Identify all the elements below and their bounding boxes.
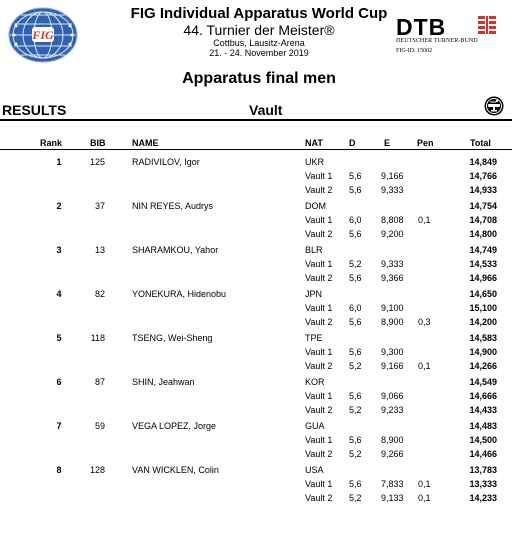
vault-d-score: 5,6 bbox=[349, 435, 362, 445]
athlete-bib: 82 bbox=[94, 289, 105, 299]
vault-d-score: 5,2 bbox=[349, 259, 362, 269]
athlete-total: 14,483 bbox=[469, 421, 497, 431]
vault-d-score: 5,6 bbox=[349, 185, 362, 195]
vault-d-score: 5,2 bbox=[349, 405, 362, 415]
results-label: RESULTS bbox=[2, 102, 67, 118]
vault-label: Vault 2 bbox=[305, 273, 333, 283]
vault-total: 14,200 bbox=[469, 317, 497, 327]
vault-total: 14,800 bbox=[469, 229, 497, 239]
vault-label: Vault 1 bbox=[305, 435, 333, 445]
athlete-bib: 13 bbox=[94, 245, 105, 255]
col-e: E bbox=[384, 138, 391, 148]
vault-total: 14,666 bbox=[469, 391, 497, 401]
competition-subtitle: 44. Turnier der Meister® bbox=[183, 22, 335, 38]
vault-e-score: 9,233 bbox=[381, 405, 404, 415]
vault-total: 14,433 bbox=[469, 405, 497, 415]
vault-d-score: 5,2 bbox=[349, 449, 362, 459]
athlete-nat: TPE bbox=[305, 333, 323, 343]
athlete-total: 14,849 bbox=[469, 157, 497, 167]
venue: Cottbus, Lausitz-Arena bbox=[213, 38, 305, 48]
athlete-rank: 2 bbox=[56, 201, 62, 211]
athlete-nat: GUA bbox=[305, 421, 325, 431]
vault-label: Vault 1 bbox=[305, 215, 333, 225]
dtb-subtitle: DEUTSCHER TURNER-BUND bbox=[396, 38, 478, 44]
vault-total: 15,100 bbox=[469, 303, 497, 313]
vault-e-score: 9,333 bbox=[381, 259, 404, 269]
vault-penalty: 0,1 bbox=[418, 215, 431, 225]
vault-e-score: 9,166 bbox=[381, 171, 404, 181]
col-name: NAME bbox=[132, 138, 159, 148]
vault-e-score: 9,133 bbox=[381, 493, 404, 503]
athlete-total: 14,549 bbox=[469, 377, 497, 387]
results-divider bbox=[0, 119, 512, 121]
athlete-bib: 37 bbox=[94, 201, 105, 211]
vault-e-score: 9,366 bbox=[381, 273, 404, 283]
vault-penalty: 0,1 bbox=[418, 479, 431, 489]
vault-total: 14,500 bbox=[469, 435, 497, 445]
vault-e-score: 9,266 bbox=[381, 449, 404, 459]
athlete-rank: 8 bbox=[56, 465, 62, 475]
vault-d-score: 6,0 bbox=[349, 303, 362, 313]
athlete-rank: 6 bbox=[56, 377, 62, 387]
vault-label: Vault 1 bbox=[305, 347, 333, 357]
vault-e-score: 7,833 bbox=[381, 479, 404, 489]
svg-text:FIG: FIG bbox=[32, 28, 54, 42]
vault-penalty: 0,1 bbox=[418, 361, 431, 371]
athlete-name: SHIN, Jeahwan bbox=[132, 377, 195, 387]
athlete-rank: 3 bbox=[56, 245, 62, 255]
athlete-nat: DOM bbox=[305, 201, 326, 211]
vault-e-score: 8,900 bbox=[381, 317, 404, 327]
competition-title: FIG Individual Apparatus World Cup bbox=[130, 5, 388, 22]
vault-label: Vault 1 bbox=[305, 259, 333, 269]
vault-e-score: 9,200 bbox=[381, 229, 404, 239]
athlete-name: RADIVILOV, Igor bbox=[132, 157, 200, 167]
vault-e-score: 8,900 bbox=[381, 435, 404, 445]
header-divider bbox=[0, 149, 512, 150]
vault-total: 14,900 bbox=[469, 347, 497, 357]
dtb-logo-text: DTB bbox=[396, 14, 447, 40]
vault-icon bbox=[484, 96, 504, 116]
vault-label: Vault 2 bbox=[305, 405, 333, 415]
athlete-bib: 59 bbox=[94, 421, 105, 431]
athlete-rank: 7 bbox=[56, 421, 62, 431]
athlete-name: TSENG, Wei-Sheng bbox=[132, 333, 213, 343]
athlete-total: 14,650 bbox=[469, 289, 497, 299]
vault-label: Vault 2 bbox=[305, 229, 333, 239]
vault-e-score: 9,100 bbox=[381, 303, 404, 313]
athlete-name: VEGA LOPEZ, Jorge bbox=[132, 421, 217, 431]
vault-d-score: 5,6 bbox=[349, 273, 362, 283]
athlete-bib: 125 bbox=[89, 157, 105, 167]
vault-total: 14,466 bbox=[469, 449, 497, 459]
col-nat: NAT bbox=[305, 138, 323, 148]
athlete-name: NIN REYES, Audrys bbox=[132, 201, 214, 211]
athlete-name: SHARAMKOU, Yahor bbox=[132, 245, 219, 255]
vault-e-score: 9,166 bbox=[381, 361, 404, 371]
athlete-nat: JPN bbox=[305, 289, 323, 299]
vault-d-score: 6,0 bbox=[349, 215, 362, 225]
athlete-nat: UKR bbox=[305, 157, 325, 167]
vault-d-score: 5,6 bbox=[349, 171, 362, 181]
athlete-rank: 5 bbox=[56, 333, 62, 343]
vault-label: Vault 2 bbox=[305, 185, 333, 195]
vault-d-score: 5,6 bbox=[349, 317, 362, 327]
vault-penalty: 0,1 bbox=[418, 493, 431, 503]
vault-d-score: 5,2 bbox=[349, 361, 362, 371]
vault-label: Vault 2 bbox=[305, 317, 333, 327]
vault-label: Vault 1 bbox=[305, 391, 333, 401]
dates: 21. - 24. November 2019 bbox=[209, 48, 309, 58]
vault-total: 14,966 bbox=[469, 273, 497, 283]
vault-e-score: 8,808 bbox=[381, 215, 404, 225]
final-title: Apparatus final men bbox=[182, 70, 336, 87]
athlete-nat: USA bbox=[305, 465, 324, 475]
athlete-name: YONEKURA, Hidenobu bbox=[132, 289, 227, 299]
vault-e-score: 9,333 bbox=[381, 185, 404, 195]
col-pen: Pen bbox=[417, 138, 434, 148]
vault-penalty: 0,3 bbox=[418, 317, 431, 327]
fig-id: FIG-ID: 15002 bbox=[396, 48, 433, 54]
vault-total: 14,233 bbox=[469, 493, 497, 503]
vault-d-score: 5,6 bbox=[349, 479, 362, 489]
col-bib: BIB bbox=[90, 138, 106, 148]
vault-total: 14,266 bbox=[469, 361, 497, 371]
col-d: D bbox=[349, 138, 356, 148]
vault-d-score: 5,6 bbox=[349, 229, 362, 239]
vault-d-score: 5,2 bbox=[349, 493, 362, 503]
vault-d-score: 5,6 bbox=[349, 347, 362, 357]
vault-e-score: 9,066 bbox=[381, 391, 404, 401]
athlete-rank: 4 bbox=[56, 289, 62, 299]
athlete-nat: BLR bbox=[305, 245, 323, 255]
athlete-nat: KOR bbox=[305, 377, 325, 387]
athlete-name: VAN WICKLEN, Colin bbox=[132, 465, 219, 475]
athlete-bib: 118 bbox=[90, 333, 105, 343]
athlete-total: 14,749 bbox=[469, 245, 497, 255]
vault-e-score: 9,300 bbox=[381, 347, 404, 357]
col-total: Total bbox=[470, 138, 491, 148]
athlete-bib: 128 bbox=[89, 465, 105, 475]
athlete-total: 14,754 bbox=[469, 201, 497, 211]
vault-total: 14,766 bbox=[469, 171, 497, 181]
col-rank: Rank bbox=[40, 138, 63, 148]
vault-label: Vault 1 bbox=[305, 479, 333, 489]
vault-label: Vault 2 bbox=[305, 493, 333, 503]
vault-label: Vault 2 bbox=[305, 361, 333, 371]
vault-total: 14,533 bbox=[469, 259, 497, 269]
vault-total: 14,708 bbox=[469, 215, 497, 225]
vault-total: 13,333 bbox=[469, 479, 497, 489]
vault-label: Vault 1 bbox=[305, 303, 333, 313]
vault-total: 14,933 bbox=[469, 185, 497, 195]
athlete-rank: 1 bbox=[56, 157, 62, 167]
athlete-total: 14,583 bbox=[469, 333, 497, 343]
apparatus-label: Vault bbox=[249, 102, 283, 118]
athlete-bib: 87 bbox=[94, 377, 105, 387]
vault-d-score: 5,6 bbox=[349, 391, 362, 401]
athlete-total: 13,783 bbox=[469, 465, 497, 475]
vault-label: Vault 2 bbox=[305, 449, 333, 459]
vault-label: Vault 1 bbox=[305, 171, 333, 181]
